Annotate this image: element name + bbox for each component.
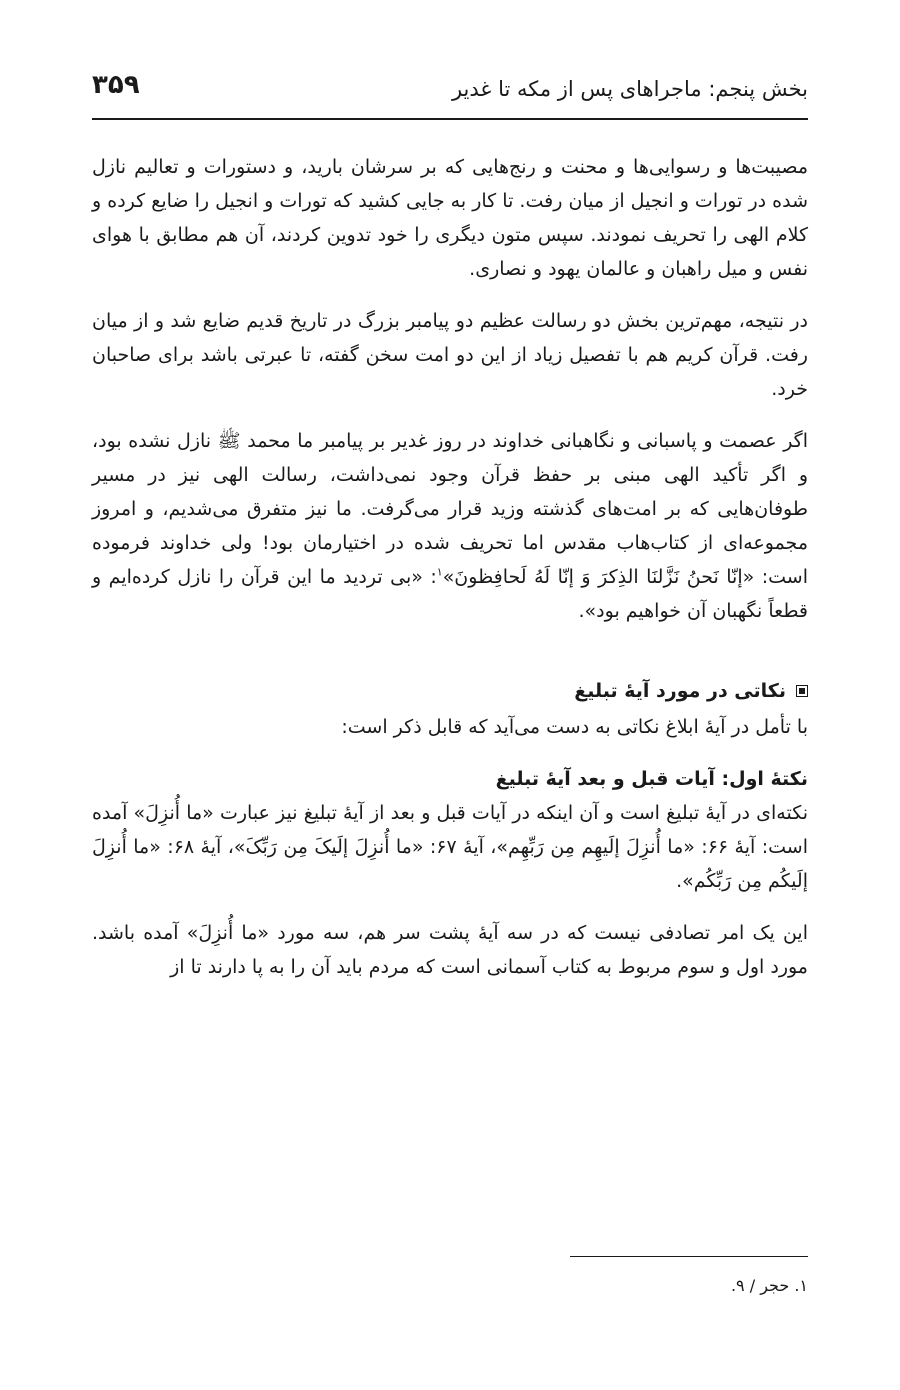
paragraph-2: در نتیجه، مهم‌ترین بخش دو رسالت عظیم دو پیامبر بزرگ در تاریخ قدیم ضایع شد و از میان رفت. قرآن کریم هم با تفصیل زیاد از این دو امت سخن گفته، تا عبرتی باشد برای صاحبان خرد.	[92, 310, 808, 400]
section-intro: با تأمل در آیهٔ ابلاغ نکاتی به دست می‌آید که قابل ذکر است:	[341, 716, 808, 738]
paragraph-3-text: اگر عصمت و پاسبانی و نگاهبانی خداوند در روز غدیر بر پیامبر ما محمد ﷺ نازل نشده بود، و اگر تأکید الهی مبنی بر حفظ قرآن وجود نمی‌داشت، رسالت الهی نیز در مسیر طوفان‌هایی که بر امت‌های گذشته وزید قرار می‌گرفت. ما نیز متفرق می‌شدیم، و امروز مجموعه‌ای از کتاب‌هاب مقدس اما تحریف شده در اختیارمان بود! ولی خداوند فرموده است: «إنّا نَحنُ نَزَّلنَا الذِکرَ وَ إنّا لَهُ لَحافِظونَ»	[92, 430, 808, 588]
header-divider	[92, 118, 808, 120]
point-heading: نکتهٔ اول: آیات قبل و بعد آیهٔ تبلیغ	[495, 768, 808, 790]
point-paragraph-2: این یک امر تصادفی نیست که در سه آیهٔ پشت سر هم، سه مورد «ما أُنزِلَ» آمده باشد. مورد اول و سوم مربوط به کتاب آسمانی است که مردم باید آن را به پا دارند تا از	[92, 922, 808, 978]
page-header	[92, 60, 808, 110]
footnote: ۱. حجر / ۹.	[730, 1276, 808, 1295]
point-paragraph-1: نکته‌ای در آیهٔ تبلیغ است و آن اینکه در آیات قبل و بعد از آیهٔ تبلیغ نیز عبارت «ما أُنزِلَ» آمده است: آیهٔ ۶۶: «ما أُنزِلَ إلَیهِم مِن رَبِّهِم»، آیهٔ ۶۷: «ما أُنزِلَ إلَیکَ مِن رَبِّکَ»، آیهٔ ۶۸: «ما أُنزِلَ إلَیکُم مِن رَبِّکُم».	[92, 802, 808, 892]
book-page	[92, 60, 808, 1295]
paragraph-3	[92, 424, 808, 628]
body-text	[92, 150, 808, 984]
page-number: ۳۵۹	[92, 70, 140, 100]
footnote-divider	[570, 1256, 808, 1257]
section-heading-text: نکاتی در مورد آیهٔ تبلیغ	[574, 680, 786, 702]
paragraph-3-translation: : «بی تردید ما این قرآن را نازل کرده‌ایم و قطعاً نگهبان آن خواهیم بود».	[92, 566, 808, 622]
section-heading	[92, 674, 808, 708]
footnote-reference[interactable]: ۱	[436, 565, 443, 579]
square-bullet-icon	[796, 685, 808, 697]
paragraph-1: مصیبت‌ها و رسوایی‌ها و محنت و رنج‌هایی که بر سرشان بارید، و دستورات و تعالیم نازل شده در تورات و انجیل از میان رفت. تا کار به جایی کشید که تورات و انجیل را ضایع کرده و کلام الهی را تحریف نمودند. سپس متون دیگری را خود تدوین کردند، آن هم مطابق با هوای نفس و میل راهبان و عالمان یهود و نصاری.	[92, 156, 808, 280]
running-title: بخش پنجم: ماجراهای پس از مکه تا غدیر	[451, 77, 808, 101]
